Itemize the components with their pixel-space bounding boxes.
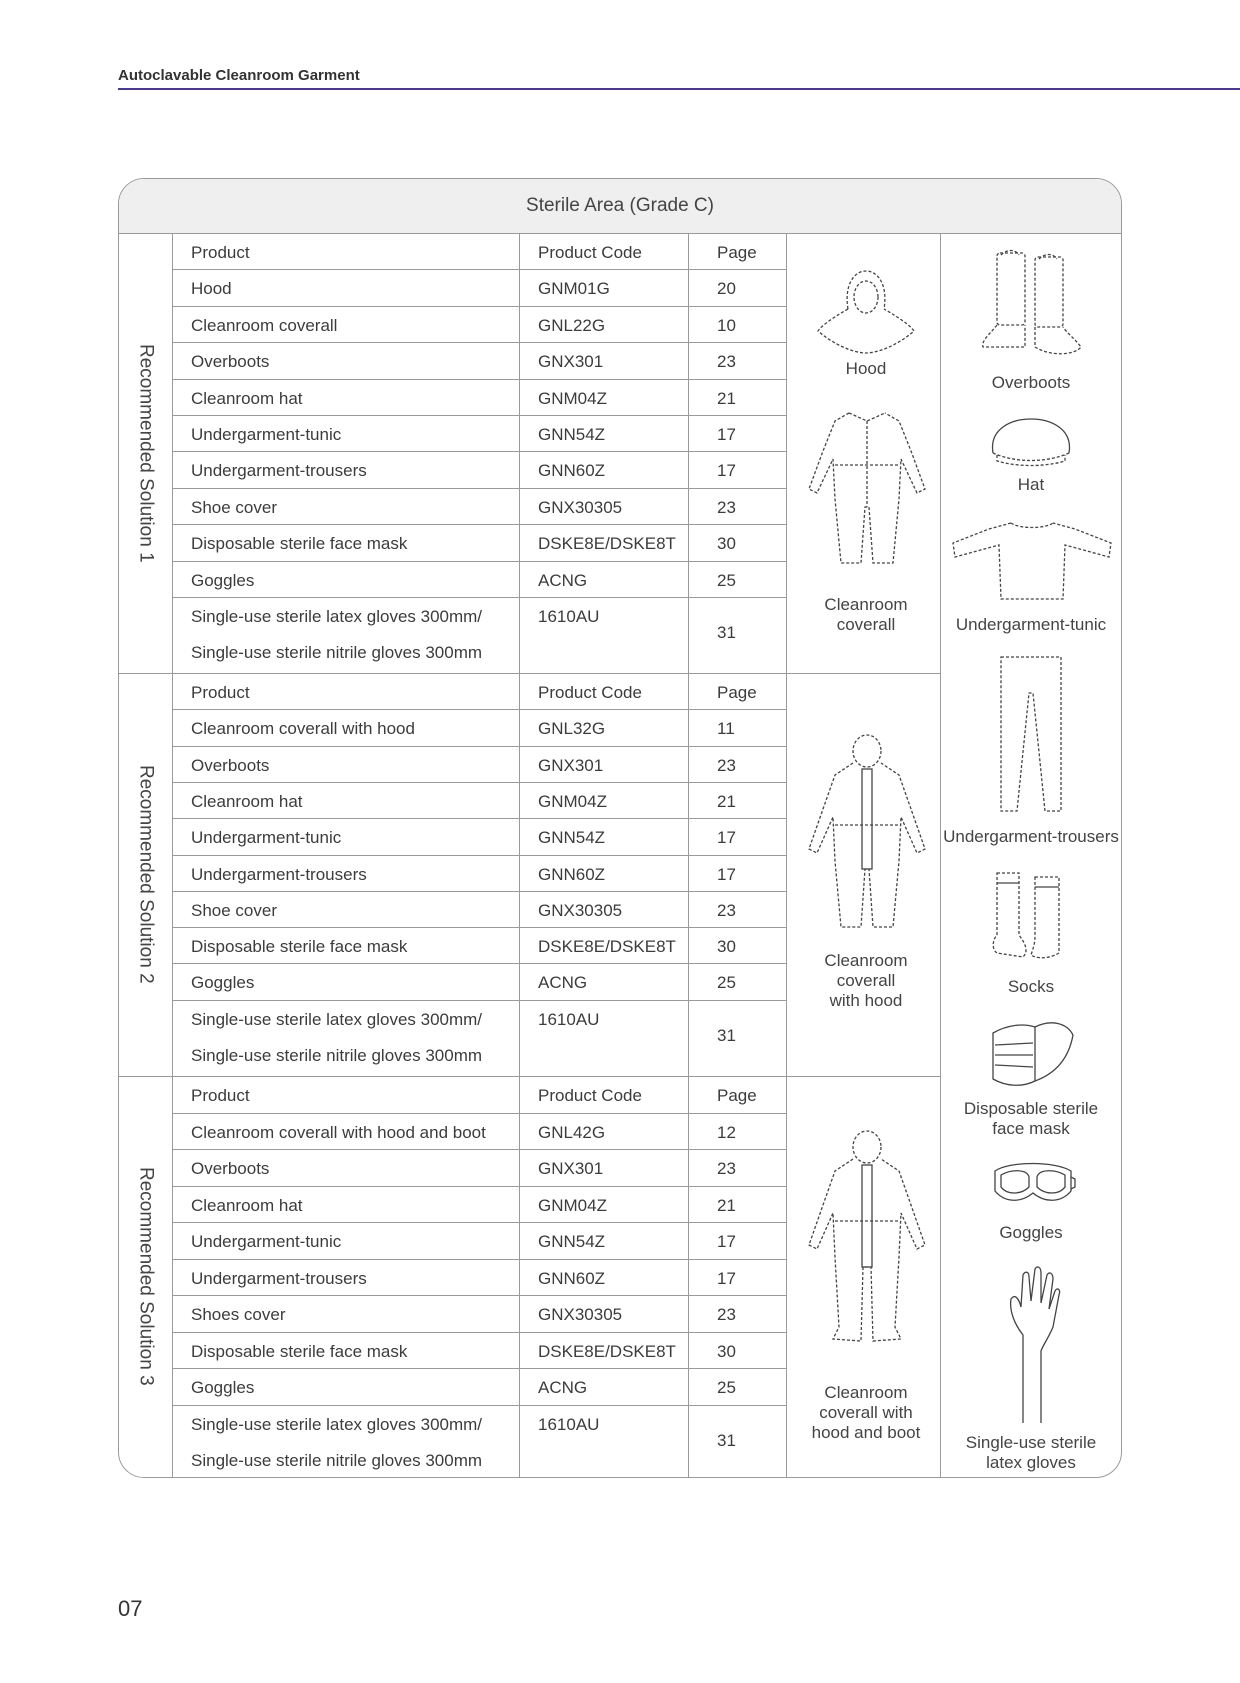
product-code: GNX301: [538, 352, 604, 372]
page-ref: 25: [717, 1378, 736, 1397]
socks-label: Socks: [1007, 977, 1055, 996]
coverall-with-hood-icon: [805, 731, 929, 931]
gloves-product-line1: Single-use sterile latex gloves 300mm/: [191, 1414, 483, 1434]
product-name: Goggles: [191, 1378, 255, 1397]
row-divider: [172, 1332, 786, 1333]
coverall-with-hood-and-boot-icon: [805, 1127, 929, 1347]
page-ref: 21: [717, 388, 736, 408]
product-code: GNX30305: [538, 1305, 623, 1324]
row-divider: [172, 1000, 786, 1001]
gloves-product-line2: Single-use sterile nitrile gloves 300mm: [191, 1450, 483, 1470]
section-divider-1: [119, 673, 940, 674]
product-code: GNM04Z: [538, 388, 607, 408]
product-name: Disposable sterile face mask: [191, 937, 408, 957]
product-name: Goggles: [191, 570, 255, 590]
product-name: Undergarment-tunic: [191, 425, 342, 444]
gloves-product-line2: Single-use sterile nitrile gloves 300mm: [191, 643, 483, 662]
gloves-product-code: 1610AU: [538, 1009, 600, 1029]
page-ref: 25: [717, 973, 736, 993]
product-name: Undergarment-tunic: [191, 828, 342, 848]
row-divider: [172, 1295, 786, 1296]
coverall-with-hood-and-boot-label: Cleanroom coverall with hood and boot: [811, 1383, 921, 1442]
column-header-page: Page: [717, 243, 757, 262]
product-name: Hood: [191, 279, 232, 299]
product-name: Cleanroom coverall with hood: [191, 719, 415, 739]
page-ref: 17: [717, 864, 736, 884]
product-code: GNX30305: [538, 900, 623, 920]
product-code: GNL42G: [538, 1122, 606, 1142]
col-line-page: [786, 233, 787, 1477]
product-code: ACNG: [538, 1378, 588, 1397]
page-ref: 23: [717, 1305, 736, 1324]
row-divider: [172, 451, 786, 452]
row-divider: [172, 1222, 786, 1223]
page-ref: 20: [717, 279, 736, 299]
product-code: GNN60Z: [538, 1268, 606, 1288]
tunic-label: Undergarment-tunic: [955, 615, 1107, 634]
product-name: Goggles: [191, 973, 255, 993]
solution-1-label: Recommended Solution 1: [135, 343, 157, 563]
column-header-product: Product: [191, 243, 250, 262]
page-ref: 12: [717, 1122, 736, 1142]
row-divider: [172, 1405, 786, 1406]
row-divider: [172, 963, 786, 964]
table-title: Sterile Area (Grade C): [119, 179, 1121, 234]
product-code: ACNG: [538, 973, 588, 993]
gloves-product-code: 1610AU: [538, 607, 600, 626]
row-divider: [172, 561, 786, 562]
face-mask-icon: [987, 1017, 1077, 1091]
page-ref: 17: [717, 828, 736, 848]
row-divider: [172, 782, 786, 783]
overboots-label: Overboots: [991, 373, 1071, 392]
section-divider-2: [119, 1076, 940, 1077]
page-ref: 10: [717, 315, 736, 335]
page-ref: 11: [717, 719, 735, 739]
row-divider: [172, 1259, 786, 1260]
trousers-label: Undergarment-trousers: [943, 827, 1119, 846]
page-ref: 23: [717, 900, 736, 920]
product-code: GNN54Z: [538, 828, 606, 848]
gloves-product-code: 1610AU: [538, 1414, 600, 1434]
row-divider: [172, 1186, 786, 1187]
gloves-product-line2: Single-use sterile nitrile gloves 300mm: [191, 1045, 483, 1065]
column-header-page: Page: [717, 1086, 757, 1105]
row-divider: [172, 306, 786, 307]
row-divider: [172, 927, 786, 928]
product-code: GNM01G: [538, 279, 610, 299]
product-code: GNX301: [538, 755, 604, 775]
page-ref: 30: [717, 534, 736, 554]
product-code: GNX30305: [538, 497, 623, 517]
product-code: GNX301: [538, 1159, 604, 1178]
column-header-code: Product Code: [538, 1086, 642, 1105]
row-divider: [172, 1113, 786, 1114]
solution-2-label: Recommended Solution 2: [135, 765, 157, 984]
product-name: Undergarment-trousers: [191, 461, 367, 481]
product-code: DSKE8E/DSKE8T: [538, 937, 676, 957]
page-ref: 21: [717, 791, 736, 811]
product-name: Shoes cover: [191, 1305, 286, 1324]
page-ref: 17: [717, 1268, 736, 1288]
coverall-icon: [805, 407, 929, 569]
gloves-page-ref: 31: [717, 623, 736, 642]
product-code: GNM04Z: [538, 1195, 607, 1215]
product-code: GNN54Z: [538, 1232, 606, 1251]
page-ref: 23: [717, 1159, 736, 1178]
page-ref: 25: [717, 570, 736, 590]
column-header-product: Product: [191, 1086, 250, 1105]
product-name: Disposable sterile face mask: [191, 1341, 408, 1361]
socks-icon: [989, 869, 1079, 961]
product-name: Cleanroom coverall: [191, 315, 338, 335]
row-divider: [172, 818, 786, 819]
product-code: GNN54Z: [538, 425, 606, 444]
gloves-page-ref: 31: [717, 1430, 736, 1450]
product-code: ACNG: [538, 570, 588, 590]
tunic-icon: [949, 517, 1115, 605]
page-ref: 17: [717, 1232, 736, 1251]
page-ref: 23: [717, 755, 736, 775]
product-name: Overboots: [191, 1159, 270, 1178]
hood-label: Hood: [845, 359, 887, 378]
row-divider: [172, 855, 786, 856]
row-divider: [172, 379, 786, 380]
product-name: Undergarment-tunic: [191, 1232, 342, 1251]
goggles-label: Goggles: [999, 1223, 1063, 1242]
gloves-page-ref: 31: [717, 1025, 736, 1045]
hat-label: Hat: [1017, 475, 1045, 494]
product-name: Overboots: [191, 352, 270, 372]
product-name: Shoe cover: [191, 900, 277, 920]
page-ref: 23: [717, 497, 736, 517]
product-name: Cleanroom hat: [191, 791, 303, 811]
col-line-illustration: [940, 233, 941, 1477]
row-divider: [172, 1149, 786, 1150]
row-divider: [172, 1368, 786, 1369]
row-divider: [172, 342, 786, 343]
overboots-icon: [971, 247, 1091, 361]
product-name: Overboots: [191, 755, 270, 775]
goggles-icon: [989, 1159, 1077, 1209]
product-name: Cleanroom hat: [191, 1195, 303, 1215]
gloves-product-line1: Single-use sterile latex gloves 300mm/: [191, 1009, 483, 1029]
row-divider: [172, 524, 786, 525]
product-name: Undergarment-trousers: [191, 1268, 367, 1288]
page-number: 07: [118, 1596, 143, 1621]
column-header-code: Product Code: [538, 683, 642, 702]
product-code: GNN60Z: [538, 864, 606, 884]
page-ref: 21: [717, 1195, 736, 1215]
page-ref: 17: [717, 461, 736, 481]
solution-3-label: Recommended Solution 3: [135, 1167, 157, 1386]
hood-icon: [814, 265, 918, 357]
trousers-icon: [997, 653, 1065, 815]
page-ref: 30: [717, 1341, 736, 1361]
row-divider: [172, 269, 786, 270]
product-name: Undergarment-trousers: [191, 864, 367, 884]
coverall-with-hood-label: Cleanroom coverall with hood: [824, 951, 908, 1010]
row-divider: [172, 709, 786, 710]
page-ref: 23: [717, 352, 736, 372]
header-rule: [118, 88, 1240, 90]
product-code: GNL22G: [538, 315, 606, 335]
gloves-icon: [1001, 1265, 1065, 1427]
row-divider: [172, 746, 786, 747]
face-mask-label: Disposable sterile face mask: [963, 1099, 1099, 1138]
product-name: Cleanroom hat: [191, 388, 303, 408]
header-title: Autoclavable Cleanroom Garment: [118, 67, 360, 84]
row-divider: [172, 891, 786, 892]
gloves-product-line1: Single-use sterile latex gloves 300mm/: [191, 607, 483, 626]
hat-icon: [987, 415, 1075, 467]
page-ref: 30: [717, 937, 736, 957]
product-code: DSKE8E/DSKE8T: [538, 534, 676, 554]
product-name: Shoe cover: [191, 497, 277, 517]
product-code: GNM04Z: [538, 791, 607, 811]
coverall-label: Cleanroom coverall: [824, 595, 908, 634]
product-name: Disposable sterile face mask: [191, 534, 408, 554]
row-divider: [172, 597, 786, 598]
row-divider: [172, 488, 786, 489]
gloves-label: Single-use sterile latex gloves: [965, 1433, 1097, 1472]
page-ref: 17: [717, 425, 736, 444]
row-divider: [172, 415, 786, 416]
column-header-code: Product Code: [538, 243, 642, 262]
product-code: GNN60Z: [538, 461, 606, 481]
product-table-card: [118, 178, 1122, 1478]
column-header-product: Product: [191, 683, 250, 702]
product-code: DSKE8E/DSKE8T: [538, 1341, 676, 1361]
product-code: GNL32G: [538, 719, 606, 739]
column-header-page: Page: [717, 683, 757, 702]
product-name: Cleanroom coverall with hood and boot: [191, 1122, 486, 1142]
